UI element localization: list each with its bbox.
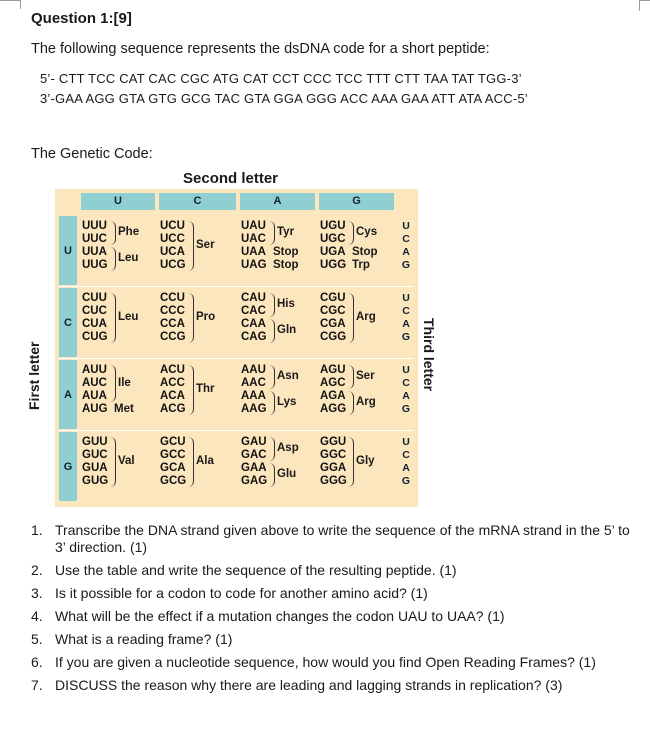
question-item	[0, 631, 640, 648]
dna-strand-5-3: 5’- CTT TCC CAT CAC CGC ATG CAT CCT CCC TCC TTT CTT TAA TAT TGG-3’	[40, 71, 522, 86]
amino-acid-ser: Ser	[196, 239, 215, 251]
codon-group-brace	[110, 437, 116, 487]
codon-gua: GUA	[82, 462, 108, 474]
column-header-a: A	[240, 193, 315, 210]
codon-group-brace	[188, 437, 194, 487]
row-label-g: G	[59, 432, 77, 501]
codon-gau: GAU	[241, 436, 267, 448]
codon-guu: GUU	[82, 436, 108, 448]
amino-acid-asp: Asp	[277, 442, 299, 454]
amino-acid-stop: Stop	[352, 245, 378, 258]
codon-guc: GUC	[82, 449, 108, 461]
amino-acid-phe: Phe	[118, 226, 140, 238]
third-letter-u: U	[402, 364, 410, 376]
question-item	[0, 654, 640, 671]
row-label-u: U	[59, 216, 77, 285]
codon-acg: ACG	[160, 403, 186, 415]
question-intro: The following sequence represents the dsDNA code for a short peptide:	[31, 41, 490, 57]
codon-cga: CGA	[320, 318, 346, 330]
question-item	[0, 562, 640, 579]
codon-ccc: CCC	[160, 305, 185, 317]
codon-aag: AAG	[241, 403, 267, 415]
amino-acid-arg: Arg	[356, 311, 376, 323]
third-letter-a: A	[402, 390, 410, 402]
amino-acid-tyr: Tyr	[277, 226, 295, 238]
column-header-u: U	[81, 193, 155, 210]
codon-aca: ACA	[160, 390, 185, 402]
codon-aga: AGA	[320, 390, 346, 402]
amino-acid-lys: Lys	[277, 396, 297, 408]
codon-ccu: CCU	[160, 292, 185, 304]
dna-strand-3-5: 3’-GAA AGG GTA GTG GCG TAC GTA GGA GGG ACC AAA GAA ATT ATA ACC-5’	[40, 91, 528, 106]
third-letter-c: C	[402, 305, 410, 317]
page-corner-left	[0, 0, 21, 9]
codon-uca: UCA	[160, 246, 185, 258]
codon-ccg: CCG	[160, 331, 186, 343]
amino-acid-his: His	[277, 298, 295, 310]
question-list	[0, 522, 640, 700]
codon-cau: CAU	[241, 292, 266, 304]
question-item	[0, 608, 640, 625]
codon-cua: CUA	[82, 318, 107, 330]
third-letter-title: Third letter	[421, 318, 437, 392]
third-letter-a: A	[402, 318, 410, 330]
codon-group-brace	[348, 365, 354, 389]
codon-cag: CAG	[241, 331, 267, 343]
question-number: 6.	[31, 654, 43, 670]
codon-aug: AUG	[82, 403, 108, 415]
codon-auu: AUU	[82, 364, 107, 376]
question-number: 4.	[31, 608, 43, 624]
amino-acid-pro: Pro	[196, 311, 216, 323]
codon-group-brace	[269, 463, 275, 487]
codon-uuc: UUC	[82, 233, 107, 245]
question-number: 5.	[31, 631, 43, 647]
codon-caa: CAA	[241, 318, 266, 330]
column-header-g: G	[319, 193, 394, 210]
question-text: Is it possible for a codon to code for another amino acid? (1)	[55, 585, 428, 601]
amino-acid-met: Met	[114, 402, 134, 415]
amino-acid-cys: Cys	[356, 226, 378, 238]
question-text: What is a reading frame? (1)	[55, 631, 233, 647]
codon-aua: AUA	[82, 390, 107, 402]
third-letter-a: A	[402, 246, 410, 258]
codon-cca: CCA	[160, 318, 185, 330]
codon-gaa: GAA	[241, 462, 267, 474]
codon-uag: UAG	[241, 259, 267, 271]
question-item	[0, 677, 640, 694]
page-corner-right	[639, 0, 650, 11]
question-title: Question 1:[9]	[31, 10, 132, 27]
codon-ggu: GGU	[320, 436, 347, 448]
question-number: 1.	[31, 522, 43, 538]
codon-cgg: CGG	[320, 331, 347, 343]
codon-group-brace	[269, 391, 275, 415]
codon-agg: AGG	[320, 403, 347, 415]
codon-gcg: GCG	[160, 475, 187, 487]
codon-acc: ACC	[160, 377, 185, 389]
codon-ugg: UGG	[320, 259, 347, 271]
codon-aac: AAC	[241, 377, 266, 389]
question-item	[0, 522, 640, 556]
row-separator	[59, 430, 414, 431]
question-text: Use the table and write the sequence of the resulting peptide. (1)	[55, 562, 457, 578]
third-letter-a: A	[402, 462, 410, 474]
codon-group-brace	[188, 221, 194, 271]
amino-acid-stop: Stop	[273, 258, 299, 271]
codon-group-brace	[110, 247, 116, 271]
question-text: DISCUSS the reason why there are leading and lagging strands in replication? (3)	[55, 677, 563, 693]
codon-ggc: GGC	[320, 449, 347, 461]
codon-group-brace	[348, 437, 354, 487]
amino-acid-val: Val	[118, 455, 135, 467]
codon-gga: GGA	[320, 462, 347, 474]
codon-group-brace	[188, 293, 194, 343]
codon-aau: AAU	[241, 364, 266, 376]
second-letter-title: Second letter	[183, 170, 279, 187]
third-letter-u: U	[402, 220, 410, 232]
amino-acid-asn: Asn	[277, 370, 299, 382]
codon-group-brace	[348, 391, 354, 415]
question-number: 2.	[31, 562, 43, 578]
amino-acid-leu: Leu	[118, 252, 139, 264]
codon-cac: CAC	[241, 305, 266, 317]
codon-ugu: UGU	[320, 220, 346, 232]
codon-gca: GCA	[160, 462, 186, 474]
amino-acid-gln: Gln	[277, 324, 297, 336]
codon-ugc: UGC	[320, 233, 346, 245]
row-label-a: A	[59, 360, 77, 429]
codon-group-brace	[269, 437, 275, 461]
codon-ucu: UCU	[160, 220, 185, 232]
row-separator	[59, 286, 414, 287]
amino-acid-thr: Thr	[196, 383, 215, 395]
codon-group-brace	[110, 221, 116, 245]
codon-group-brace	[348, 293, 354, 343]
codon-group-brace	[348, 221, 354, 245]
codon-uuu: UUU	[82, 220, 107, 232]
codon-uug: UUG	[82, 259, 108, 271]
amino-acid-stop: Stop	[273, 245, 299, 258]
third-letter-c: C	[402, 377, 410, 389]
question-number: 3.	[31, 585, 43, 601]
codon-group-brace	[110, 293, 116, 343]
codon-cgu: CGU	[320, 292, 346, 304]
codon-auc: AUC	[82, 377, 107, 389]
codon-cuc: CUC	[82, 305, 107, 317]
codon-gcu: GCU	[160, 436, 186, 448]
amino-acid-glu: Glu	[277, 468, 297, 480]
codon-gag: GAG	[241, 475, 268, 487]
codon-acu: ACU	[160, 364, 185, 376]
codon-agc: AGC	[320, 377, 346, 389]
question-text: If you are given a nucleotide sequence, how would you find Open Reading Frames? (1)	[55, 654, 596, 670]
codon-ucc: UCC	[160, 233, 185, 245]
row-label-c: C	[59, 288, 77, 357]
third-letter-u: U	[402, 436, 410, 448]
amino-acid-leu: Leu	[118, 311, 139, 323]
question-item	[0, 585, 640, 602]
codon-uau: UAU	[241, 220, 266, 232]
codon-group-brace	[110, 365, 116, 402]
amino-acid-ser: Ser	[356, 370, 375, 382]
codon-uac: UAC	[241, 233, 266, 245]
question-text: What will be the effect if a mutation changes the codon UAU to UAA? (1)	[55, 608, 505, 624]
codon-aaa: AAA	[241, 390, 266, 402]
first-letter-title: First letter	[26, 341, 42, 410]
codon-gac: GAC	[241, 449, 267, 461]
third-letter-c: C	[402, 449, 410, 461]
amino-acid-ile: Ile	[118, 376, 131, 389]
third-letter-g: G	[401, 475, 411, 487]
codon-uua: UUA	[82, 246, 107, 258]
codon-gcc: GCC	[160, 449, 186, 461]
codon-uga: UGA	[320, 246, 346, 258]
third-letter-c: C	[402, 233, 410, 245]
amino-acid-ala: Ala	[196, 455, 214, 467]
third-letter-g: G	[401, 259, 411, 271]
column-header-c: C	[159, 193, 236, 210]
amino-acid-arg: Arg	[356, 396, 376, 408]
codon-ucg: UCG	[160, 259, 186, 271]
codon-gug: GUG	[82, 475, 109, 487]
codon-cuu: CUU	[82, 292, 107, 304]
question-text: Transcribe the DNA strand given above to write the sequence of the mRNA strand in the 5’ to 3’ direction. (1)	[55, 522, 630, 555]
third-letter-g: G	[401, 403, 411, 415]
question-number: 7.	[31, 677, 43, 693]
codon-cug: CUG	[82, 331, 108, 343]
codon-cgc: CGC	[320, 305, 346, 317]
codon-group-brace	[269, 221, 275, 245]
amino-acid-gly: Gly	[356, 455, 375, 467]
third-letter-u: U	[402, 292, 410, 304]
codon-group-brace	[269, 293, 275, 317]
codon-ggg: GGG	[320, 475, 347, 487]
third-letter-g: G	[401, 331, 411, 343]
codon-agu: AGU	[320, 364, 346, 376]
codon-uaa: UAA	[241, 246, 266, 258]
codon-group-brace	[269, 319, 275, 343]
codon-group-brace	[188, 365, 194, 415]
row-separator	[59, 358, 414, 359]
genetic-code-table	[55, 189, 418, 507]
amino-acid-trp: Trp	[352, 258, 370, 271]
codon-group-brace	[269, 365, 275, 389]
genetic-code-label: The Genetic Code:	[31, 146, 153, 162]
